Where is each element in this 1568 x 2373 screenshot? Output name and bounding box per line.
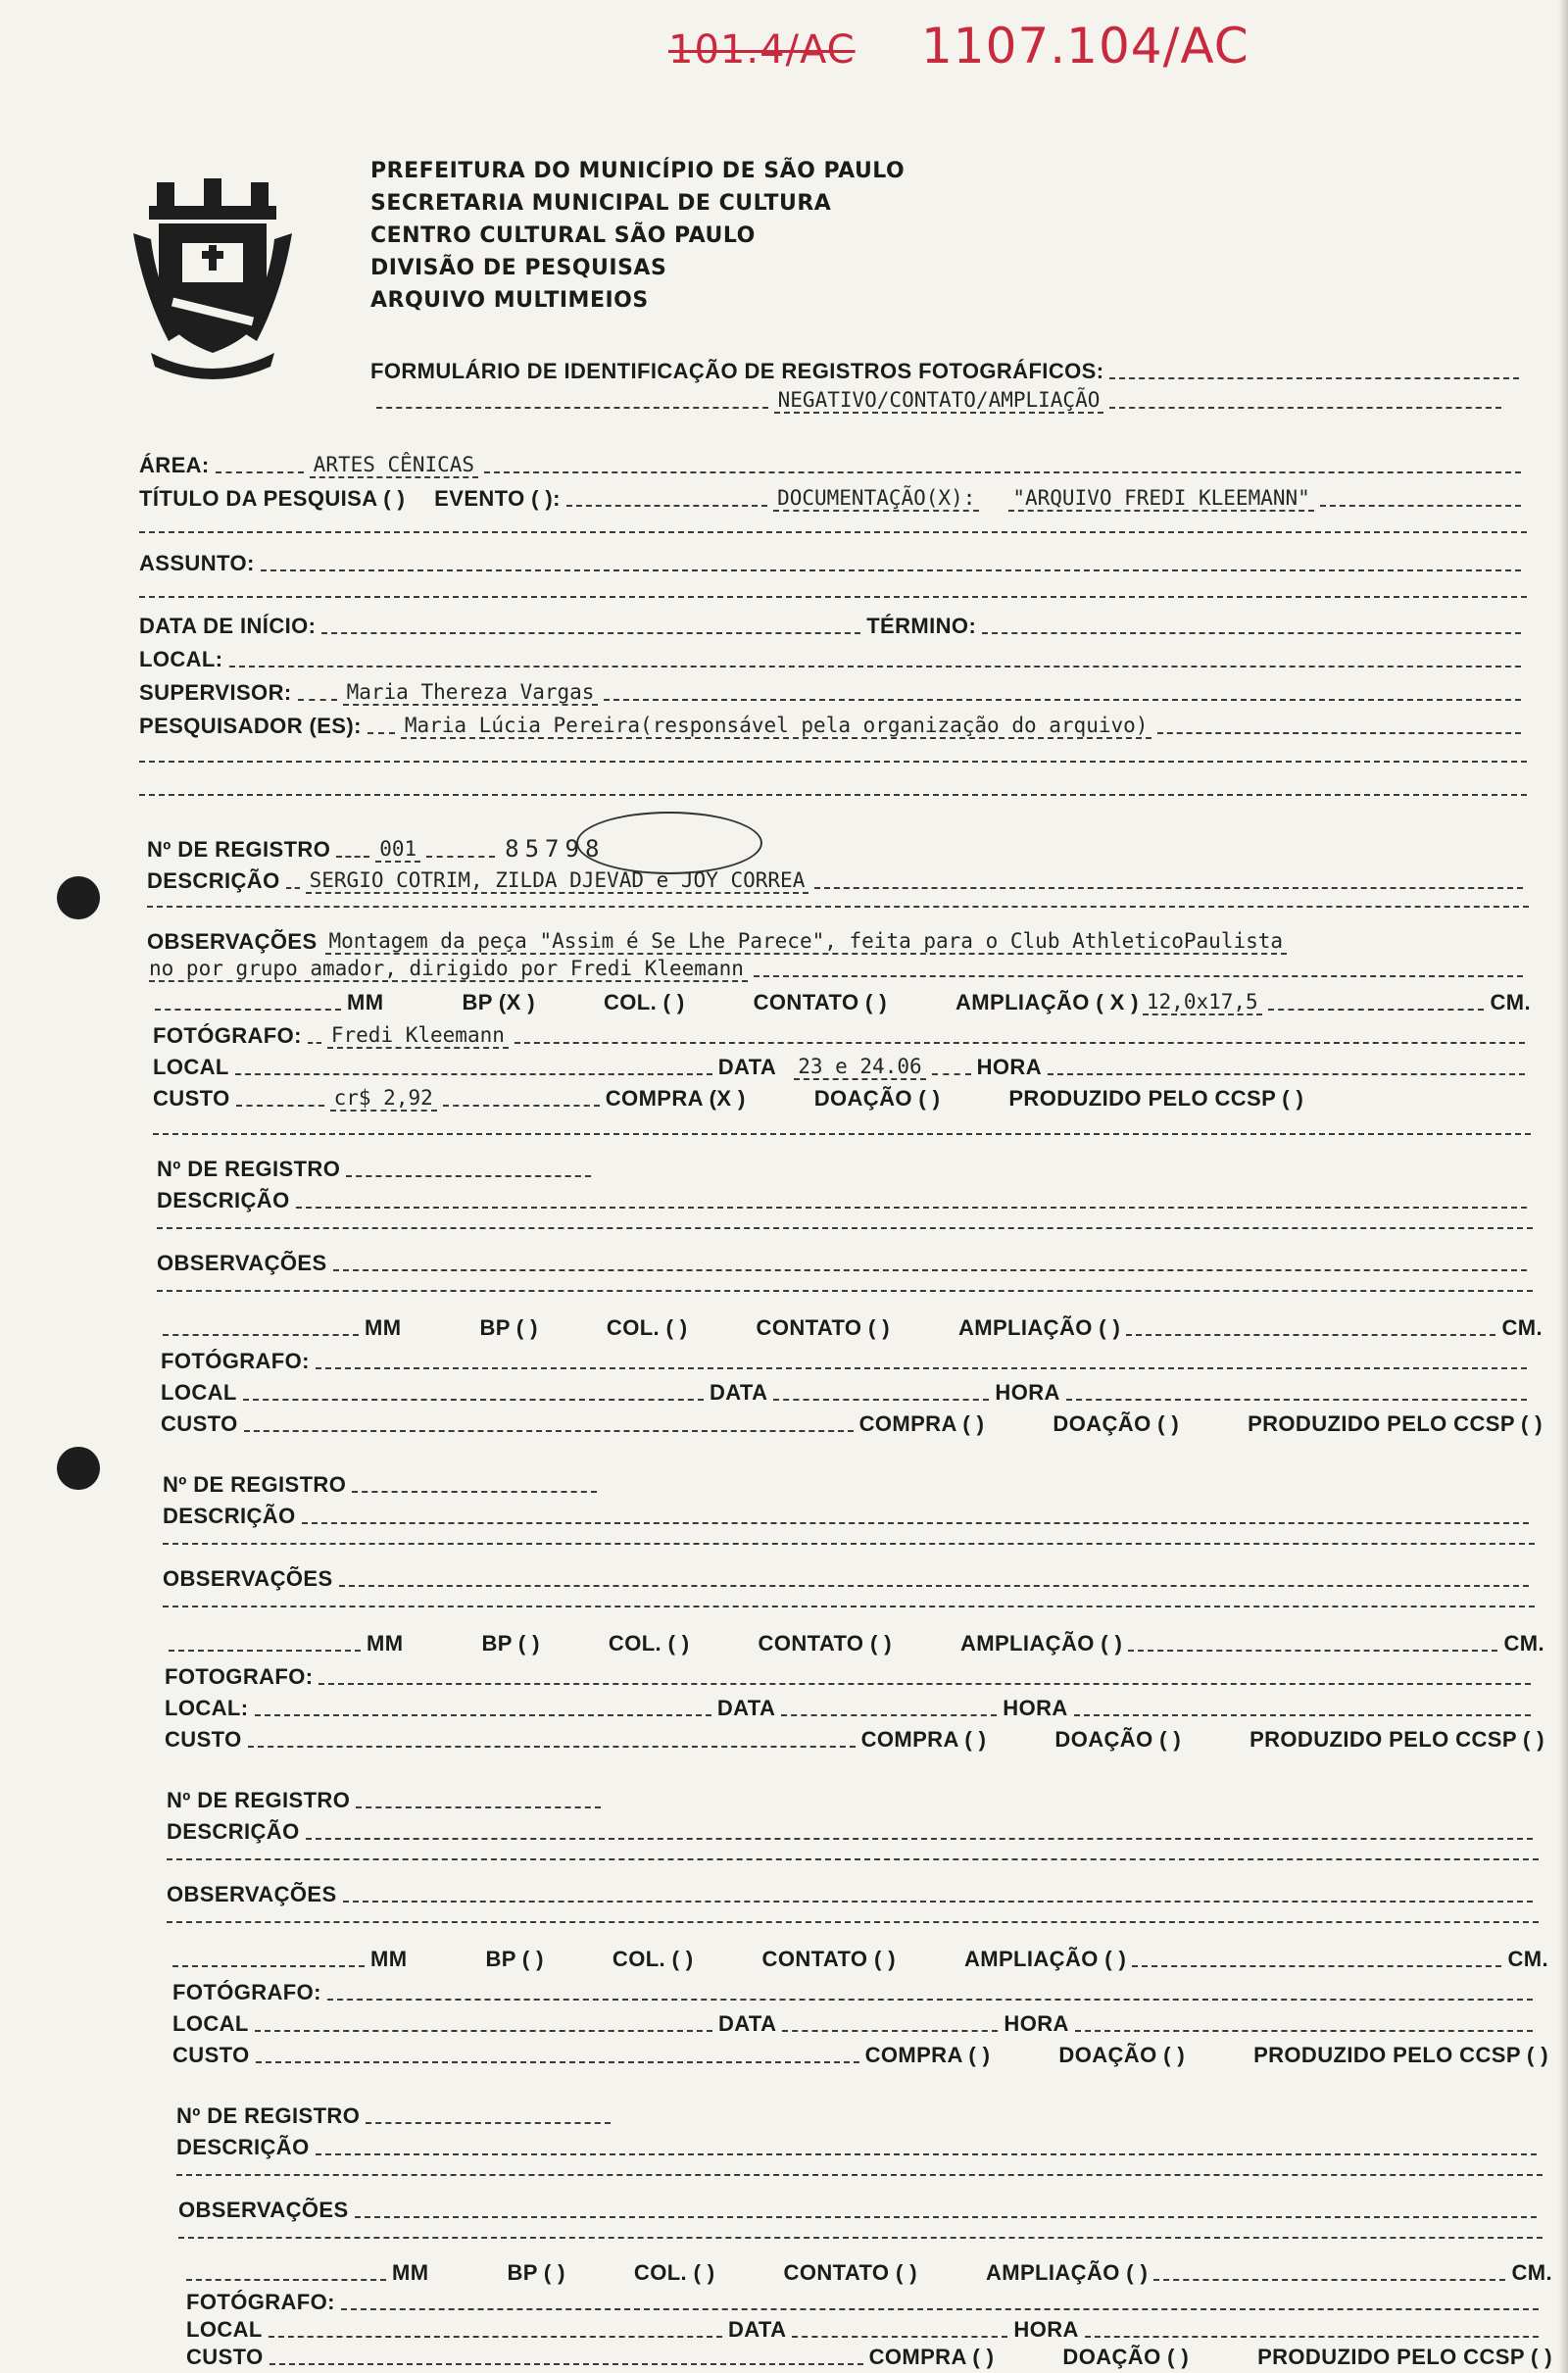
data-label: DATA	[709, 1380, 768, 1405]
doacao-checkbox[interactable]: DOAÇÃO ( )	[1054, 1727, 1182, 1752]
documentacao-value[interactable]: DOCUMENTAÇÃO(X):	[773, 486, 979, 512]
evento-label: EVENTO ( ):	[434, 486, 561, 511]
ampliacao-checkbox[interactable]: AMPLIAÇÃO ( )	[963, 1947, 1127, 1971]
form-subtitle-row	[370, 388, 1507, 414]
form-title: FORMULÁRIO DE IDENTIFICAÇÃO DE REGISTROS FOTOGRÁFICOS:	[370, 359, 1104, 383]
doacao-checkbox[interactable]: DOAÇÃO ( )	[1058, 2043, 1186, 2067]
compra-checkbox[interactable]: COMPRA ( )	[860, 1727, 987, 1752]
supervisor-value[interactable]: Maria Thereza Vargas	[343, 680, 599, 706]
local-data-row-2	[161, 1380, 1533, 1406]
observacoes-label: OBSERVAÇÕES	[163, 1566, 333, 1591]
data-inicio-row	[139, 614, 1527, 639]
registro-row-2	[157, 1157, 1533, 1182]
pesquisador-row	[139, 714, 1527, 739]
produzido-checkbox[interactable]: PRODUZIDO PELO CCSP ( )	[1257, 2345, 1552, 2369]
mm-label: MM	[392, 2260, 429, 2285]
data-inicio-label: DATA DE INÍCIO:	[139, 614, 317, 638]
bp-checkbox[interactable]: BP ( )	[481, 1631, 540, 1656]
data-label: DATA	[717, 2011, 777, 2036]
titulo-label: TÍTULO DA PESQUISA ( )	[139, 486, 406, 511]
ampliacao-checkbox[interactable]: AMPLIAÇÃO ( )	[957, 1315, 1121, 1340]
observacoes-row-2	[149, 957, 1529, 982]
struck-archive-code: 101.4/AC	[668, 27, 856, 73]
local-label: LOCAL:	[139, 647, 223, 671]
observacoes-label: OBSERVAÇÕES	[157, 1251, 327, 1275]
descricao-row-3	[163, 1504, 1535, 1529]
formato-row-5	[180, 2260, 1552, 2286]
hora-label: HORA	[1004, 2011, 1069, 2036]
fotografo-label: FOTÓGRAFO:	[172, 1980, 321, 2004]
observacoes-row-2	[157, 1251, 1533, 1276]
pesquisador-value[interactable]: Maria Lúcia Pereira(responsável pela organização do arquivo)	[401, 714, 1152, 739]
custo-row-3	[165, 1727, 1544, 1753]
descricao-label: DESCRIÇÃO	[147, 868, 280, 893]
cm-label: CM.	[1490, 990, 1531, 1014]
compra-checkbox[interactable]: COMPRA ( )	[864, 2043, 991, 2067]
contato-checkbox[interactable]: CONTATO ( )	[753, 990, 887, 1014]
doacao-checkbox[interactable]: DOAÇÃO ( )	[1062, 2345, 1190, 2369]
hora-label: HORA	[1013, 2317, 1079, 2342]
observacoes-row-4	[167, 1882, 1539, 1907]
bp-checkbox[interactable]: BP ( )	[485, 1947, 544, 1971]
local-data-row-5	[186, 2317, 1544, 2343]
col-checkbox[interactable]: COL. ( )	[633, 2260, 715, 2285]
registro-circled-value[interactable]: 85798	[505, 835, 606, 863]
contato-checkbox[interactable]: CONTATO ( )	[761, 1947, 896, 1971]
assunto-label: ASSUNTO:	[139, 551, 255, 575]
arquivo-value[interactable]: "ARQUIVO FREDI KLEEMANN"	[1008, 486, 1313, 512]
descricao-value[interactable]: SERGIO COTRIM, ZILDA DJEVAD e JOY CORREA	[306, 868, 809, 894]
mm-label: MM	[365, 1315, 402, 1340]
supervisor-row	[139, 680, 1527, 706]
fotografo-label: FOTOGRAFO:	[165, 1664, 314, 1689]
punch-hole	[57, 1447, 100, 1490]
fotografo-row-4	[172, 1980, 1539, 2005]
registro-label: Nº DE REGISTRO	[176, 2103, 361, 2128]
area-value[interactable]: ARTES CÊNICAS	[310, 453, 478, 478]
area-label: ÁREA:	[139, 453, 210, 477]
registro-label: Nº DE REGISTRO	[147, 837, 331, 862]
contato-checkbox[interactable]: CONTATO ( )	[783, 2260, 917, 2285]
bp-checkbox[interactable]: BP ( )	[507, 2260, 565, 2285]
header-line-secretaria: SECRETARIA MUNICIPAL DE CULTURA	[370, 191, 832, 216]
observacoes-row-3	[163, 1566, 1535, 1592]
custo-row-2	[161, 1411, 1543, 1437]
descricao-row-5	[176, 2135, 1543, 2160]
observacoes-label: OBSERVAÇÕES	[178, 2198, 349, 2222]
compra-checkbox-marked[interactable]: COMPRA (X )	[605, 1086, 746, 1111]
observacoes-value-1[interactable]: Montagem da peça "Assim é Se Lhe Parece", feita para o Club AthleticoPaulista	[325, 929, 1288, 955]
local-label: LOCAL	[172, 2011, 249, 2036]
data-value[interactable]: 23 e 24.06	[794, 1055, 925, 1080]
contato-checkbox[interactable]: CONTATO ( )	[756, 1315, 890, 1340]
local-data-row-4	[172, 2011, 1539, 2037]
registro-label: Nº DE REGISTRO	[163, 1472, 347, 1497]
observacoes-label: OBSERVAÇÕES	[147, 929, 318, 954]
local-label: LOCAL:	[165, 1696, 249, 1720]
cm-label: CM.	[1511, 2260, 1552, 2285]
descricao-row-1	[147, 868, 1529, 894]
fotografo-value[interactable]: Fredi Kleemann	[327, 1023, 509, 1049]
contato-checkbox[interactable]: CONTATO ( )	[758, 1631, 892, 1656]
local-data-row-3	[165, 1696, 1537, 1721]
fotografo-label: FOTÓGRAFO:	[161, 1349, 310, 1373]
mm-label: MM	[367, 1631, 404, 1656]
handwritten-archive-code: 1107.104/AC	[921, 18, 1250, 74]
observacoes-label: OBSERVAÇÕES	[167, 1882, 337, 1906]
formato-row-4	[167, 1947, 1548, 1972]
fotografo-row-1	[153, 1023, 1531, 1049]
cm-label: CM.	[1503, 1631, 1544, 1656]
header-line-centro: CENTRO CULTURAL SÃO PAULO	[370, 223, 756, 248]
ampliacao-checkbox-marked[interactable]: AMPLIAÇÃO ( X )	[956, 990, 1139, 1014]
data-label: DATA	[727, 2317, 787, 2342]
custo-row-1	[153, 1086, 1537, 1112]
descricao-row-2	[157, 1188, 1533, 1213]
col-checkbox[interactable]: COL. ( )	[606, 1315, 688, 1340]
doacao-checkbox[interactable]: DOAÇÃO ( )	[1053, 1411, 1180, 1436]
ampliacao-checkbox[interactable]: AMPLIAÇÃO ( )	[959, 1631, 1123, 1656]
data-label: DATA	[717, 1055, 777, 1079]
compra-checkbox[interactable]: COMPRA ( )	[868, 2345, 995, 2369]
hora-label: HORA	[995, 1380, 1060, 1405]
supervisor-label: SUPERVISOR:	[139, 680, 292, 705]
fotografo-label: FOTÓGRAFO:	[153, 1023, 302, 1048]
local-label: LOCAL	[186, 2317, 263, 2342]
bp-checkbox[interactable]: BP ( )	[479, 1315, 538, 1340]
registro-label: Nº DE REGISTRO	[157, 1157, 341, 1181]
fotografo-row-5	[186, 2290, 1544, 2315]
fotografo-label: FOTÓGRAFO:	[186, 2290, 335, 2314]
data-label: DATA	[716, 1696, 776, 1720]
col-checkbox[interactable]: COL. ( )	[612, 1947, 694, 1971]
descricao-label: DESCRIÇÃO	[157, 1188, 290, 1212]
pesquisador-label: PESQUISADOR (ES):	[139, 714, 362, 738]
registro-row-4	[167, 1788, 1539, 1813]
descricao-label: DESCRIÇÃO	[163, 1504, 296, 1528]
custo-label: CUSTO	[165, 1727, 242, 1752]
registro-label: Nº DE REGISTRO	[167, 1788, 351, 1812]
custo-label: CUSTO	[153, 1086, 230, 1111]
observacoes-row-5	[178, 2198, 1543, 2223]
local-label: LOCAL	[153, 1055, 229, 1079]
descricao-row-4	[167, 1819, 1539, 1845]
formato-row-1	[147, 990, 1531, 1015]
local-label: LOCAL	[161, 1380, 237, 1405]
produzido-checkbox[interactable]: PRODUZIDO PELO CCSP ( )	[1008, 1086, 1304, 1111]
col-checkbox[interactable]: COL. ( )	[608, 1631, 690, 1656]
dimensoes-value[interactable]: 12,0x17,5	[1143, 990, 1262, 1015]
assunto-row	[139, 551, 1527, 576]
mm-label: MM	[370, 1947, 408, 1971]
registro-row-1	[147, 835, 1529, 863]
custo-value[interactable]: cr$ 2,92	[330, 1086, 437, 1112]
hora-label: HORA	[1003, 1696, 1068, 1720]
descricao-label: DESCRIÇÃO	[176, 2135, 310, 2159]
produzido-checkbox[interactable]: PRODUZIDO PELO CCSP ( )	[1250, 1727, 1544, 1752]
local-row	[139, 647, 1527, 672]
termino-label: TÉRMINO:	[866, 614, 977, 638]
custo-label: CUSTO	[161, 1411, 238, 1436]
produzido-checkbox[interactable]: PRODUZIDO PELO CCSP ( )	[1253, 2043, 1548, 2067]
header-line-prefeitura: PREFEITURA DO MUNICÍPIO DE SÃO PAULO	[370, 159, 906, 183]
area-row	[139, 453, 1527, 478]
formato-row-3	[163, 1631, 1544, 1656]
mm-label: MM	[347, 990, 384, 1014]
cm-label: CM.	[1501, 1315, 1543, 1340]
formato-row-2	[157, 1315, 1543, 1341]
header-line-arquivo: ARQUIVO MULTIMEIOS	[370, 288, 649, 313]
header-line-divisao: DIVISÃO DE PESQUISAS	[370, 256, 667, 280]
registro-row-3	[163, 1472, 1535, 1498]
compra-checkbox[interactable]: COMPRA ( )	[858, 1411, 985, 1436]
custo-label: CUSTO	[186, 2345, 264, 2369]
descricao-label: DESCRIÇÃO	[167, 1819, 300, 1844]
hora-label: HORA	[976, 1055, 1043, 1079]
ampliacao-checkbox[interactable]: AMPLIAÇÃO ( )	[985, 2260, 1149, 2285]
produzido-checkbox[interactable]: PRODUZIDO PELO CCSP ( )	[1248, 1411, 1543, 1436]
form-subtitle: NEGATIVO/CONTATO/AMPLIAÇÃO	[774, 388, 1104, 414]
form-title-row	[370, 359, 1525, 384]
col-checkbox[interactable]: COL. ( )	[603, 990, 685, 1014]
fotografo-row-2	[161, 1349, 1533, 1374]
local-data-row-1	[153, 1055, 1531, 1080]
custo-label: CUSTO	[172, 2043, 250, 2067]
observacoes-value-2[interactable]: no por grupo amador, dirigido por Fredi Kleemann	[149, 957, 748, 982]
registro-value[interactable]: 001	[375, 837, 420, 863]
punch-hole	[57, 876, 100, 919]
registro-row-5	[176, 2103, 1543, 2129]
cm-label: CM.	[1507, 1947, 1548, 1971]
coat-of-arms-seal	[129, 174, 296, 380]
fotografo-row-3	[165, 1664, 1537, 1690]
doacao-checkbox[interactable]: DOAÇÃO ( )	[813, 1086, 941, 1111]
bp-checkbox-marked[interactable]: BP (X )	[462, 990, 535, 1014]
custo-row-5	[186, 2345, 1552, 2370]
observacoes-row-1	[147, 929, 1539, 955]
titulo-row	[139, 486, 1527, 512]
custo-row-4	[172, 2043, 1548, 2068]
